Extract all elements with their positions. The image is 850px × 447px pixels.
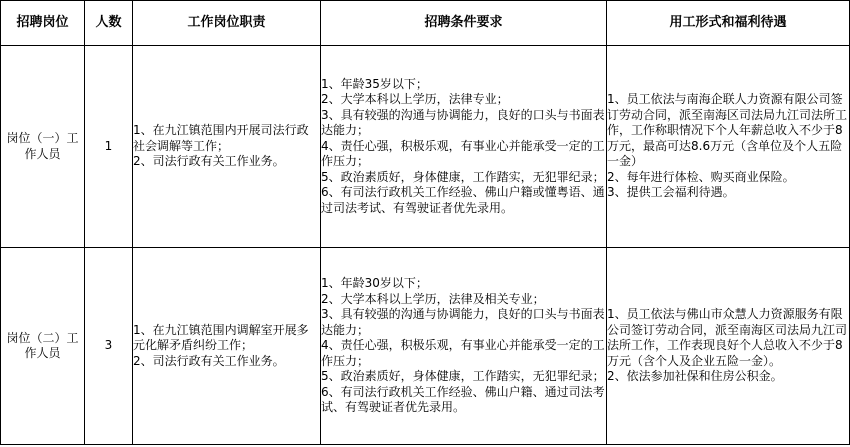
header-position: 招聘岗位 bbox=[1, 1, 85, 46]
requirement-line: 3、具有较强的沟通与协调能力，良好的口头与书面表达能力； bbox=[321, 107, 605, 138]
requirement-line: 4、责任心强，积极乐观，有事业心并能承受一定的工作压力； bbox=[321, 138, 605, 169]
benefit-line: 3、提供工会福利待遇。 bbox=[607, 185, 735, 200]
requirement-line: 3、具有较强的沟通与协调能力，良好的口头与书面表达能力； bbox=[321, 307, 605, 337]
duties-cell bbox=[133, 46, 321, 248]
requirement-line: 4、责任心强，积极乐观，有事业心并能承受一定的工作压力； bbox=[321, 338, 605, 368]
requirement-line: 1、年龄35岁以下； bbox=[321, 76, 428, 91]
header-benefits: 用工形式和福利待遇 bbox=[607, 1, 850, 46]
position-cell: 岗位（二）工作人员 bbox=[1, 248, 85, 445]
table-row bbox=[1, 248, 850, 445]
requirement-line: 5、政治素质好，身体健康，工作踏实，无犯罪纪录； bbox=[321, 369, 605, 384]
benefit-line: 2、每年进行体检、购买商业保险。 bbox=[607, 169, 795, 184]
requirement-line: 2、大学本科以上学历，法律及相关专业； bbox=[321, 291, 545, 306]
requirement-line: 5、政治素质好，身体健康，工作踏实，无犯罪纪录； bbox=[321, 169, 605, 184]
requirement-line: 6、有司法行政机关工作经验、佛山户籍或懂粤语、通过司法考试、有驾驶证者优先录用。 bbox=[321, 185, 605, 215]
table-row bbox=[1, 46, 850, 248]
duty-line: 1、在九江镇范围内开展司法行政社会调解等工作； bbox=[133, 123, 309, 153]
header-row bbox=[1, 1, 850, 46]
header-requirements: 招聘条件要求 bbox=[321, 1, 607, 46]
requirements-cell bbox=[321, 46, 607, 248]
position-cell: 岗位（一）工作人员 bbox=[1, 46, 85, 248]
duties-cell bbox=[133, 248, 321, 445]
benefit-line: 1、员工依法与南海企联人力资源有限公司签订劳动合同，派至南海区司法局九江司法所工作，工作称职情况下个人年薪总收入不少于8万元，最高可达8.6万元（含单位及个人五险一金） bbox=[607, 92, 848, 169]
header-duties: 工作岗位职责 bbox=[133, 1, 321, 46]
count-cell: 3 bbox=[85, 248, 133, 445]
benefit-line: 1、员工依法与佛山市众慧人力资源服务有限公司签订劳动合同，派至南海区司法局九江司法所工作，工作表现良好个人总收入不少于8万元（含个人及企业五险一金）。 bbox=[607, 307, 848, 368]
benefits-cell bbox=[607, 248, 850, 445]
count-cell: 1 bbox=[85, 46, 133, 248]
requirement-line: 6、有司法行政机关工作经验、佛山户籍、通过司法考试、有驾驶证者优先录用。 bbox=[321, 384, 605, 415]
duty-line: 1、在九江镇范围内调解室开展多元化解矛盾纠纷工作； bbox=[133, 322, 309, 353]
duty-line: 2、司法行政有关工作业务。 bbox=[133, 154, 285, 169]
header-count: 人数 bbox=[85, 1, 133, 46]
duty-line: 2、司法行政有关工作业务。 bbox=[133, 353, 285, 368]
benefit-line: 2、依法参加社保和住房公积金。 bbox=[607, 369, 783, 384]
requirements-cell bbox=[321, 248, 607, 445]
requirement-line: 2、大学本科以上学历，法律专业； bbox=[321, 92, 509, 107]
requirement-line: 1、年龄30岁以下； bbox=[321, 276, 428, 291]
benefits-cell bbox=[607, 46, 850, 248]
